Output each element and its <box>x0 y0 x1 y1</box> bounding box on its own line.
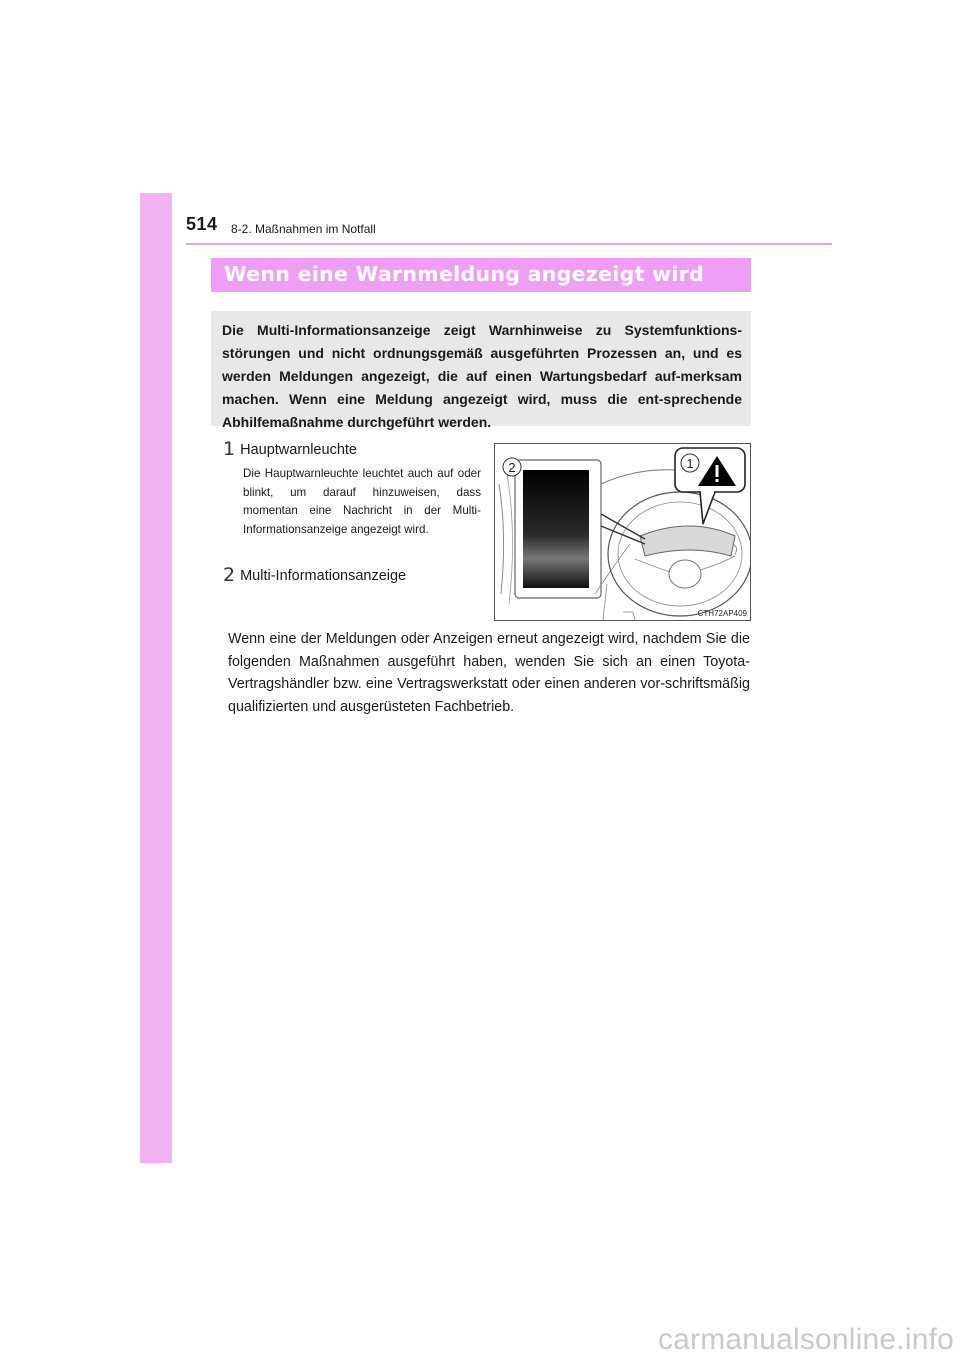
item-1-label: Hauptwarnleuchte <box>240 442 357 458</box>
section-title-bar <box>211 258 751 292</box>
watermark: carmanualsonline.info <box>657 1323 954 1356</box>
number-1-icon: 1 <box>223 438 236 460</box>
callout-2-number: 2 <box>508 460 516 475</box>
figure-code: CTH72AP409 <box>697 609 747 618</box>
item-2-label: Multi-Informationsanzeige <box>240 568 407 584</box>
dashboard-drawing <box>495 444 750 620</box>
intro-box <box>211 311 751 430</box>
section-label: 8-2. Maßnahmen im Notfall <box>231 222 376 236</box>
chapter-side-strip <box>140 193 172 1163</box>
number-2-icon: 2 <box>223 564 236 586</box>
intro-text: Die Multi-Informationsanzeige zeigt Warnhinweise zu Systemfunktions-störungen und nicht ordnungsgemäß ausgeführten Prozessen an, und es werden Meldungen angezeigt, die auf einen Wartungsbedarf auf-merksam machen. Wenn eine Meldung angezeigt wird, muss die ent-sprechende Abhilfemaßnahme durchgeführt werden. <box>222 322 742 430</box>
item-1-heading <box>223 439 357 459</box>
callout-1-number: 1 <box>686 456 694 471</box>
instrument-cluster <box>640 526 735 556</box>
item-2-heading <box>223 565 406 585</box>
body-paragraph: Wenn eine der Meldungen oder Anzeigen erneut angezeigt wird, nachdem Sie die folgenden Maßnahmen ausgeführt haben, wenden Sie sich an einen Toyota-Vertragshändler bzw. eine Vertragswerkstatt oder einen anderen vor-schriftsmäßig qualifizierten und ausgerüsteten Fachbetrieb. <box>228 631 750 715</box>
header-divider <box>186 243 832 245</box>
section-title: Wenn eine Warnmeldung angezeigt wird <box>224 262 705 286</box>
item-1-description: Die Hauptwarnleuchte leuchtet auch auf oder blinkt, um darauf hinzuweisen, dass momentan eine Nachricht in der Multi-Informationsanzeige angezeigt wird. <box>243 467 481 536</box>
center-screen-image <box>523 470 589 588</box>
dashboard-illustration <box>494 443 751 621</box>
page-number: 514 <box>186 214 218 234</box>
